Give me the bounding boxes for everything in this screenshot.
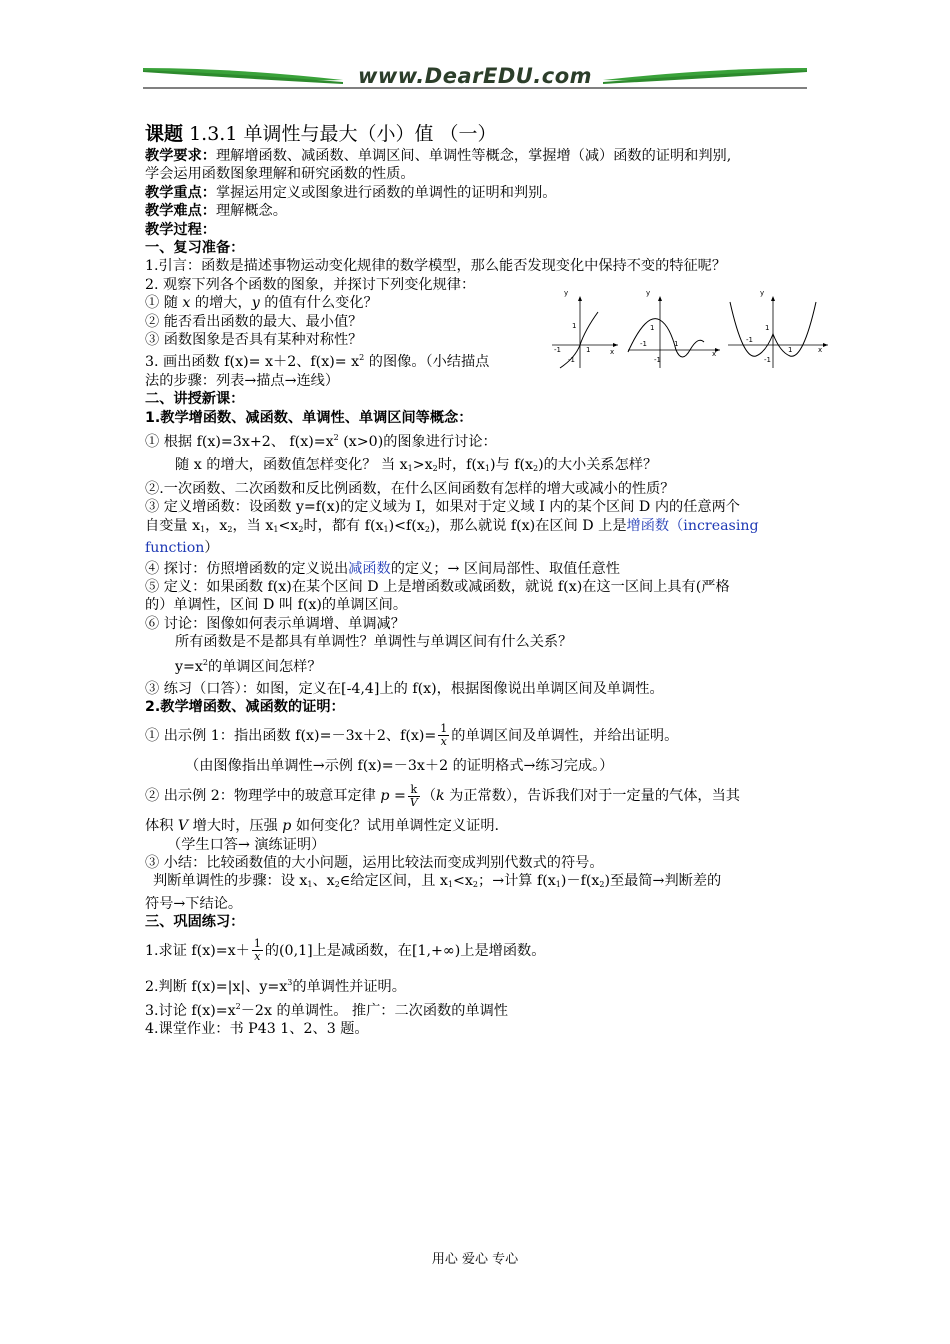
svg-text:-1: -1 bbox=[554, 346, 561, 354]
lesson-title: 课题 1.3.1 单调性与最大（小）值 （一） bbox=[145, 123, 497, 145]
page-footer: 用心 爱心 专心 bbox=[431, 1252, 519, 1267]
graph-2 bbox=[628, 290, 720, 368]
increasing-function-link-cont[interactable]: function bbox=[145, 540, 205, 557]
function-graphs bbox=[550, 290, 840, 370]
svg-text:-1: -1 bbox=[746, 336, 753, 344]
svg-text:-1: -1 bbox=[568, 356, 575, 364]
fraction-1-over-x-2: $\frac{1}{x}$ bbox=[253, 937, 261, 964]
header-banner bbox=[143, 62, 807, 94]
svg-text:y: y bbox=[646, 290, 651, 297]
site-logo-text: www.DearEDU.com bbox=[357, 64, 593, 88]
svg-text:x: x bbox=[610, 348, 615, 356]
svg-text:1: 1 bbox=[572, 322, 577, 330]
svg-text:x: x bbox=[712, 350, 717, 358]
lesson-content: 课题 1.3.1 单调性与最大（小）值 （一） 教学要求：理解增函数、减函数、单调区间、单调性等概念，掌握增（减）函数的证明和判别, 学会运用函数图象理解和研究函数的性质。 教学重点：掌握运用定义或图象进行函数的单调性的证明和判别。 教学难点：理解概念。 教学过程： 一、复习准备： 1.引言：函数是描述事物运动变化规律的数学模型，那么能否发现变化中保持不变的特征呢？ 2. 观察下列各个函数的图象，并探讨下列变化规律： ① 随 x 的增大，y 的值有什么变化？ ② 能否看出函数的最大、最小值？ ③ 函数图象是否具有某种对称性？ 3. 画出函数 f(x)= x＋2、$f(x)= x^2$ 的图像。（小结描点 法的步骤：列表→描点→连线） 二、讲授新课： 1.教学增函数、减函数、单调性、单调区间等概念： ① 根据 f(x)=3x+2、 $f(x)=x^2$ (x>0)的图象进行讨论： 随 x 的增大，函数值怎样变化？ 当 $x_1>x_2$时，$f(x_1)$与 $f(x_2)$的大小关系怎样？ ②.一次函数、二次函数和反比例函数，在什么区间函数有怎样的增大或减小的性质？ ③ 定义增函数：设函数 y=f(x)的定义域为 I，如果对于定义域 I 内的某个区间 D 内的任意两个 自变量 $x_1$，$x_2$，当 $x_1<x_2$时，都有 $f(x_1)<f(x_2)$，那么就说 f(x)在区间 D 上是增函数（increasing function） ④ 探讨：仿照增函数的定义说出减函数的定义；→ 区间局部性、取值任意性 ⑤ 定义：如果函数 f(x)在某个区间 D 上是增函数或减函数，就说 f(x)在这一区间上具有(严格 的）单调性，区间 D 叫 f(x)的单调区间。 ⑥ 讨论：图像如何表示单调增、单调减？ 所有函数是不是都具有单调性？单调性与单调区间有什么关系？ $y=x^2$的单调区间怎样？ ③ 练习（口答）：如图，定义在[-4,4]上的 f(x)，根据图像说出单调区间及单调性。 2.教学增函数、减函数的证明： ① 出示例 1：指出函数 f(x)=－3x＋2、f(x)= $\frac{1}{x}$ 的单调区间及单调性，并给出证明。 （由图像指出单调性→示例 f(x)=－3x＋2 的证明格式→练习完成。） ② 出示例 2：物理学中的玻意耳定律 p = $\frac{k}{V}$ （k 为正常数），告诉我们对于一定量的气体，当其 体积 V 增大时，压强 p 如何变化？试用单调性定义证明. （学生口答→ 演练证明） ③ 小结：比较函数值的大小问题，运用比较法而变成判别代数式的符号。 判断单调性的步骤：设 $x_1$、$x_2\in$给定区间，且 $x_1<x_2$；→计算 $f(x_1)-f(x_2)$至最简→判断差的 符号→下结论。 三、巩固练习： 1.求证 f(x)=x＋ $\frac{1}{x}$ 的(0,1]上是减函数，在[1,+∞)上是增函数。 2.判断 f(x)=|x|、$y=x^3$的单调性并证明。 3.讨论 $f(x)=x^2-2x$ 的单调性。 推广：二次函数的单调性 4.课堂作业：书 P43 1、2、3 题。 bbox=[145, 122, 815, 1039]
svg-text:-1: -1 bbox=[654, 356, 661, 364]
svg-text:1: 1 bbox=[674, 340, 679, 348]
increasing-function-link[interactable]: 增函数（increasing bbox=[626, 517, 759, 534]
svg-text:x: x bbox=[818, 346, 823, 354]
svg-text:y: y bbox=[760, 290, 765, 297]
svg-text:-1: -1 bbox=[640, 340, 647, 348]
graph-1 bbox=[552, 290, 618, 368]
graph-3 bbox=[728, 290, 828, 368]
svg-text:1: 1 bbox=[765, 324, 770, 332]
section-heading: 三、巩固练习： bbox=[145, 914, 245, 931]
section-heading: 一、复习准备： bbox=[145, 240, 245, 257]
svg-text:1: 1 bbox=[650, 324, 655, 332]
svg-text:-1: -1 bbox=[764, 356, 771, 364]
section-heading: 二、讲授新课： bbox=[145, 391, 245, 408]
svg-text:1: 1 bbox=[788, 346, 793, 354]
decreasing-function-link[interactable]: 减函数 bbox=[348, 560, 391, 577]
svg-text:y: y bbox=[564, 290, 569, 297]
fraction-1-over-x: $\frac{1}{x}$ bbox=[440, 722, 448, 749]
fraction-k-over-v: $\frac{k}{V}$ bbox=[409, 782, 418, 809]
svg-text:1: 1 bbox=[586, 346, 591, 354]
